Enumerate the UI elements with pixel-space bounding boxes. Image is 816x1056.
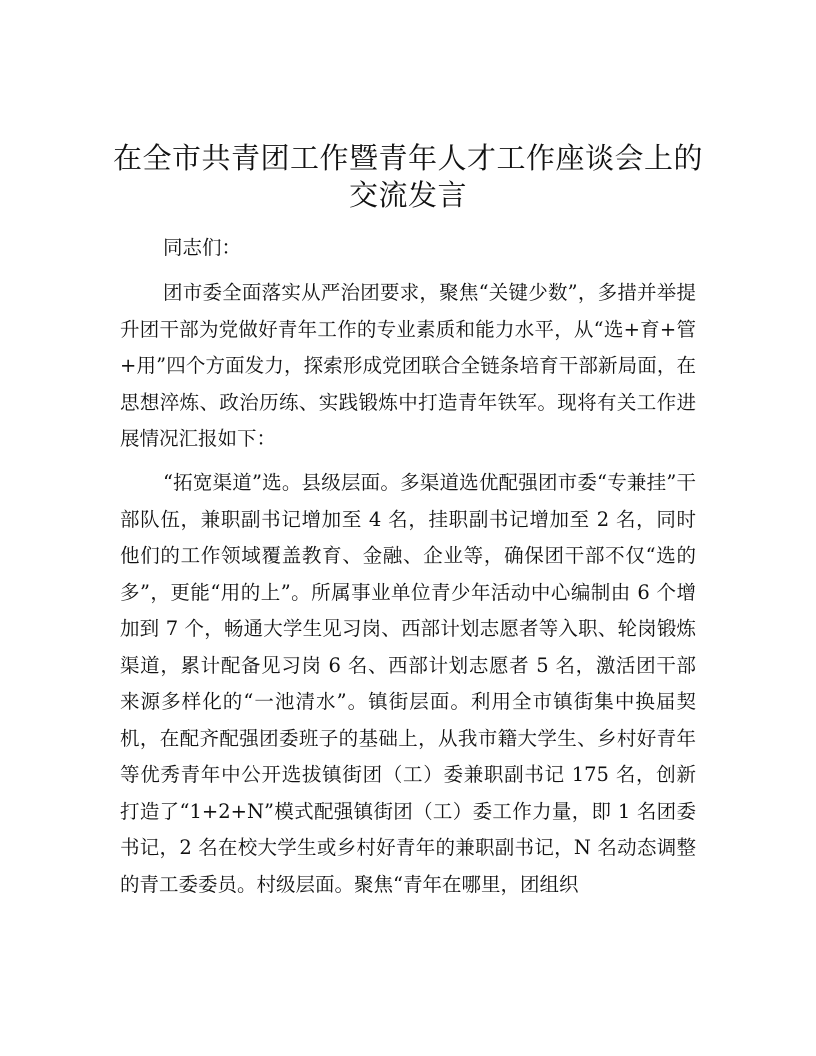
paragraph-selection: “拓宽渠道”选。县级层面。多渠道选优配强团市委“专兼挂”干部队伍，兼职副书记增加至 4 名，挂职副书记增加至 2 名，同时他们的工作领域覆盖教育、金融、企业等，确保团干部不仅“选的多”，更能“用的上”。所属事业单位青少年活动中心编制由 6 个增加到 7 个，畅通大学生见习岗、西部计划志愿者等入职、轮岗锻炼渠道，累计配备见习岗 6 名、西部计划志愿者 5 名，激活团干部来源多样化的“一池清水”。镇街层面。利用全市镇街集中换届契机，在配齐配强团委班子的基础上，从我市籍大学生、乡村好青年等优秀青年中公开选拔镇街团（工）委兼职副书记 175 名，创新打造了“1+2+N”模式配强镇街团（工）委工作力量，即 1 名团委书记，2 名在校大学生或乡村好青年的兼职副书记，N 名动态调整的青工委委员。村级层面。聚焦“青年在哪里，团组织: [120, 471, 696, 896]
paragraph-intro: 团市委全面落实从严治团要求，聚焦“关键少数”，多措并举提升团干部为党做好青年工作的专业素质和能力水平，从“选+育+管+用”四个方面发力，探索形成党团联合全链条培育干部新局面，在思想淬炼、政治历练、实践锻炼中打造青年铁军。现将有关工作进展情况汇报如下：: [120, 281, 696, 450]
document-title: [100, 140, 716, 214]
title-line-1: 在全市共青团工作暨青年人才工作座谈会上的: [112, 141, 703, 175]
title-line-2: 交流发言: [348, 178, 467, 212]
greeting: 同志们：: [163, 236, 242, 259]
